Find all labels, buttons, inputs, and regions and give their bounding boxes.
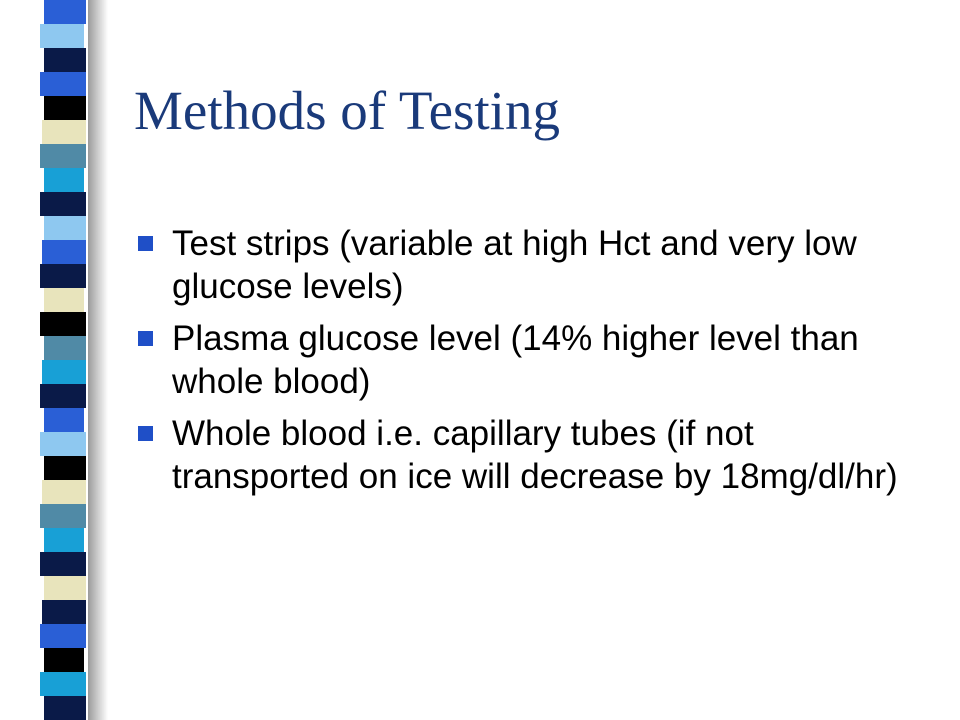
decor-block	[44, 456, 86, 480]
decor-block	[44, 528, 84, 552]
bullet-item	[138, 317, 908, 403]
decor-block	[42, 240, 86, 264]
bullet-text: Whole blood i.e. capillary tubes (if not transported on ice will decrease by 18mg/dl/hr)	[172, 414, 898, 496]
bullet-item	[138, 222, 908, 308]
square-bullet-icon	[138, 331, 153, 346]
decor-block	[44, 696, 86, 720]
decor-block	[40, 264, 86, 288]
bullet-text: Plasma glucose level (14% higher level than whole blood)	[172, 319, 859, 401]
square-bullet-icon	[138, 236, 153, 251]
decor-block	[40, 672, 86, 696]
square-bullet-icon	[138, 426, 153, 441]
decor-block	[40, 312, 86, 336]
decor-block	[40, 384, 86, 408]
bullet-text: Test strips (variable at high Hct and very low glucose levels)	[172, 224, 857, 306]
decor-block	[40, 24, 84, 48]
decor-block	[42, 360, 86, 384]
decor-block	[40, 72, 86, 96]
decor-block	[40, 432, 86, 456]
decor-block	[44, 648, 84, 672]
decor-block	[40, 192, 86, 216]
decor-block	[42, 480, 86, 504]
decor-block	[42, 600, 86, 624]
decor-block	[44, 576, 86, 600]
decor-block	[44, 168, 84, 192]
slide-title: Methods of Testing	[134, 80, 560, 141]
decor-block	[40, 504, 86, 528]
decor-block	[40, 552, 86, 576]
bullet-list	[138, 222, 908, 507]
bullet-item	[138, 412, 908, 498]
decor-block	[44, 288, 84, 312]
decor-block	[44, 336, 86, 360]
decor-block	[40, 144, 86, 168]
decor-block	[40, 624, 86, 648]
decor-block	[42, 120, 86, 144]
decor-block	[44, 96, 86, 120]
decor-block	[44, 48, 86, 72]
decor-block	[44, 216, 86, 240]
decorative-block-strip	[0, 0, 100, 720]
decor-block	[44, 408, 84, 432]
decor-block	[44, 0, 86, 24]
